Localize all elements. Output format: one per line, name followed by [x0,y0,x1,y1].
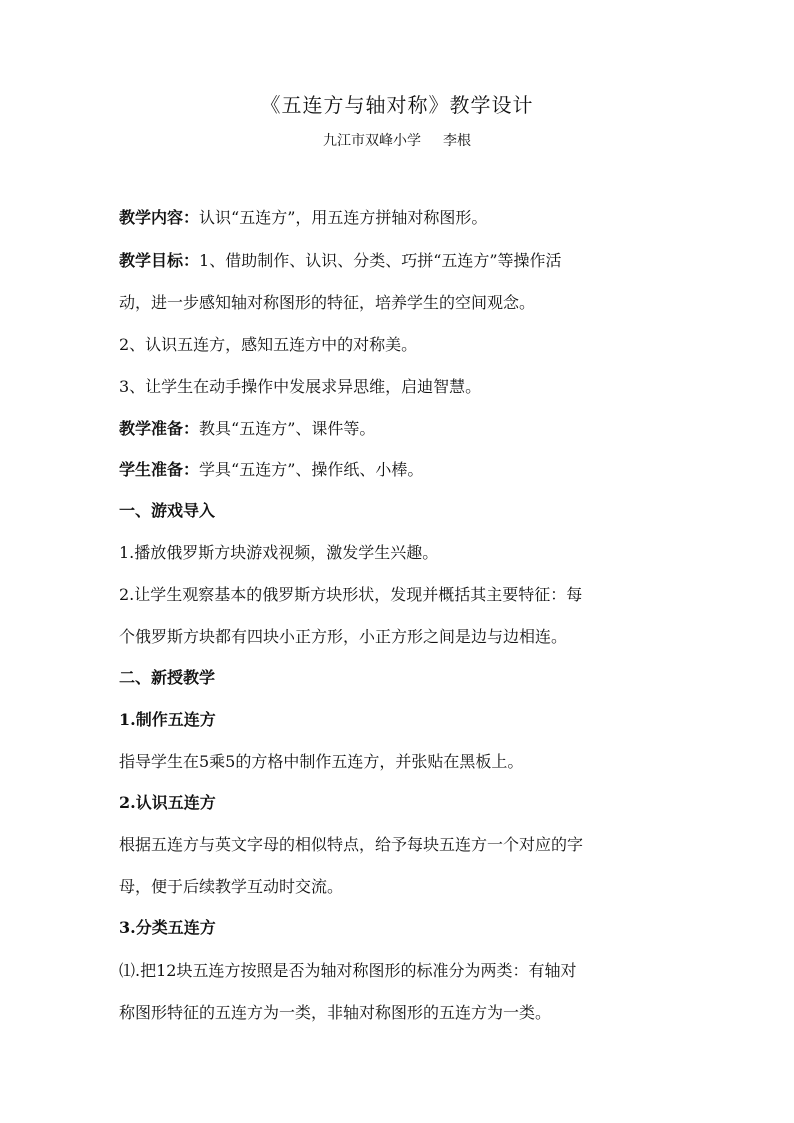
teacher-prep-label: 教学准备： [119,419,200,438]
author-name: 李根 [443,133,471,149]
teaching-content-line [119,207,679,229]
author-line [0,131,794,151]
teacher-prep-line [119,418,679,440]
subsection-3-heading: 3.分类五连方 [119,918,216,937]
teaching-goals-line-3: 2、认识五连方，感知五连方中的对称美。 [119,335,418,354]
author-school: 九江市双峰小学 [323,133,421,149]
teaching-goals-line-1 [119,250,679,272]
subsection-3-line-2: 称图形特征的五连方为一类，非轴对称图形的五连方为一类。 [119,1003,552,1022]
section-1-line-3: 个俄罗斯方块都有四块小正方形，小正方形之间是边与边相连。 [119,627,568,646]
student-prep-line [119,459,679,481]
subsection-1-heading: 1.制作五连方 [119,710,216,729]
subsection-2-line-2: 母，便于后续教学互动时交流。 [119,877,344,896]
subsection-1-line-1: 指导学生在5乘5的方格中制作五连方，并张贴在黑板上。 [119,752,524,771]
teacher-prep-text: 教具“五连方”、课件等。 [199,419,376,438]
section-1-heading: 一、游戏导入 [119,501,216,520]
student-prep-label: 学生准备： [119,460,200,479]
subsection-3-line-1: ⑴.把12块五连方按照是否为轴对称图形的标准分为两类：有轴对 [119,961,577,980]
teaching-goals-label: 教学目标： [119,251,200,270]
teaching-content-label: 教学内容： [119,208,200,227]
student-prep-text: 学具“五连方”、操作纸、小棒。 [199,460,424,479]
teaching-goals-text-1: 1、借助制作、认识、分类、巧拼“五连方”等操作活 [199,251,562,270]
section-1-line-2: 2.让学生观察基本的俄罗斯方块形状，发现并概括其主要特征：每 [119,585,583,604]
section-1-line-1: 1.播放俄罗斯方块游戏视频，激发学生兴趣。 [119,543,439,562]
teaching-goals-line-4: 3、让学生在动手操作中发展求异思维，启迪智慧。 [119,377,482,396]
teaching-goals-line-2: 动，进一步感知轴对称图形的特征，培养学生的空间观念。 [119,293,536,312]
subsection-2-line-1: 根据五连方与英文字母的相似特点，给予每块五连方一个对应的字 [119,835,584,854]
subsection-2-heading: 2.认识五连方 [119,793,216,812]
teaching-content-text: 认识“五连方”，用五连方拼轴对称图形。 [199,208,488,227]
document-title: 《五连方与轴对称》教学设计 [260,93,534,117]
section-2-heading: 二、新授教学 [119,668,216,687]
